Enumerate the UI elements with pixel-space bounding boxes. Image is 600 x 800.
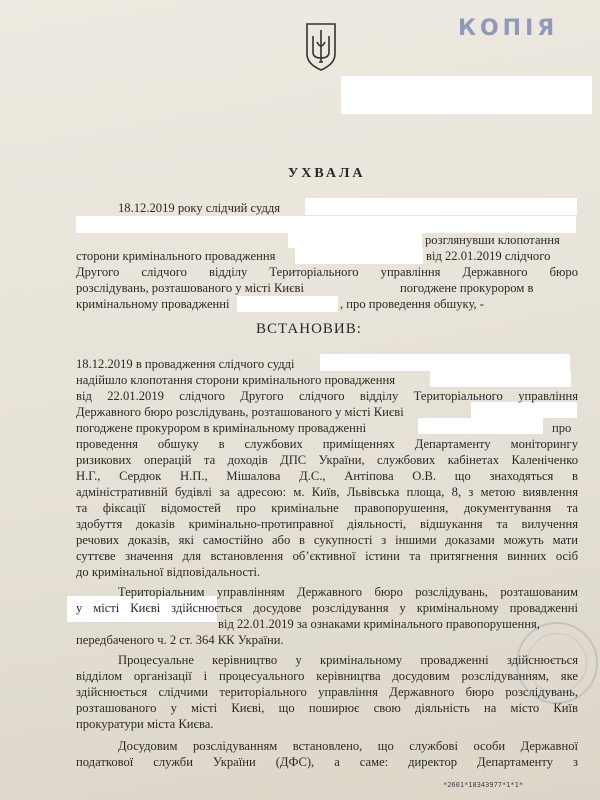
- paragraph-line: Територіальним управлінням Державного бюро розслідувань, розташованим: [118, 585, 578, 599]
- intro-line: погоджене прокурором в: [400, 281, 534, 295]
- paragraph-line: Процесуальне керівництво у кримінальному провадженні здійснюється: [118, 653, 578, 667]
- paragraph-line: від 22.01.2019 за ознаками кримінального правопорушення,: [218, 617, 540, 631]
- paragraph-line: розташованого у місті Києві, що поширює свою діяльність на місто Київ: [76, 701, 578, 715]
- paragraph-line: у місті Києві здійснюється досудове розслідування у кримінальному провадженні: [76, 601, 578, 615]
- body-line: суттєве значення для встановлення об’єктивної істини та притягнення винних осіб: [76, 549, 578, 563]
- intro-line: 18.12.2019 року слідчий суддя: [118, 201, 281, 215]
- body-line: Н.Г., Сердюк Н.П., Мішалова Д.С., Антіпова О.В. що знаходяться в: [76, 469, 578, 483]
- body-line: про: [552, 421, 572, 435]
- intro-line: від 22.01.2019 слідчого: [426, 249, 551, 263]
- body-line: речових доказів, які самостійно або в сукупності з іншими доказами можуть мати: [76, 533, 578, 547]
- paragraph-line: здійснюється слідчими територіального управління Державного бюро розслідувань,: [76, 685, 578, 699]
- trident-emblem-icon: [303, 20, 339, 72]
- body-line: та фіксації відомостей про кримінальне правопорушення, документування та: [76, 501, 578, 515]
- body-line: 18.12.2019 в провадження слідчого судді: [76, 357, 295, 371]
- body-line: ризикових операцій та доходів ДПС України, службових кабінетах Каленіченко: [76, 453, 578, 467]
- body-line: погоджене прокурором в кримінальному провадженні: [76, 421, 367, 435]
- body-line: від 22.01.2019 слідчого Другого слідчого відділу Територіального управління: [76, 389, 578, 403]
- intro-line: кримінальному провадженні: [76, 297, 230, 311]
- redaction: [288, 232, 422, 248]
- paragraph-line: передбаченого ч. 2 ст. 364 КК України.: [76, 633, 284, 647]
- body-line: здобуття доказів кримінально-протиправної діяльності, відшукання та вилучення: [76, 517, 578, 531]
- intro-line: , про проведення обшуку, -: [340, 297, 484, 311]
- paragraph-line: податкової служби України (ДФС), а саме: директор Департаменту з: [76, 755, 578, 769]
- intro-line: Другого слідчого відділу Територіального управління Державного бюро: [76, 265, 578, 279]
- copy-stamp: КОПІЯ: [458, 16, 559, 41]
- paragraph-line: Досудовим розслідуванням встановлено, що службові особи Державної: [118, 739, 578, 753]
- body-line: надійшло клопотання сторони кримінального провадження: [76, 373, 396, 387]
- intro-line: розглянувши клопотання: [425, 233, 560, 247]
- redaction-header: [341, 76, 592, 114]
- body-line: проведення обшуку в службових приміщеннях Департаменту моніторингу: [76, 437, 578, 451]
- section-heading: ВСТАНОВИВ:: [256, 321, 362, 337]
- intro-line: сторони кримінального провадження: [76, 249, 276, 263]
- paragraph-line: прокуратури міста Києва.: [76, 717, 214, 731]
- paragraph-line: відділом організації і процесуального керівництва досудовим розслідуванням, яке: [76, 669, 578, 683]
- intro-line: розслідувань, розташованого у місті Києві: [76, 281, 304, 295]
- body-line: до кримінальної відповідальності.: [76, 565, 261, 579]
- redaction: [76, 216, 576, 233]
- document-title: УХВАЛА: [288, 166, 366, 181]
- document-barcode-number: *2601*18343977*1*1*: [443, 781, 524, 789]
- body-line: Державного бюро розслідувань, розташованого у місті Києві: [76, 405, 404, 419]
- body-line: адміністративній будівлі за адресою: м. Київ, Львівська площа, 8, з метою виявлення: [76, 485, 578, 499]
